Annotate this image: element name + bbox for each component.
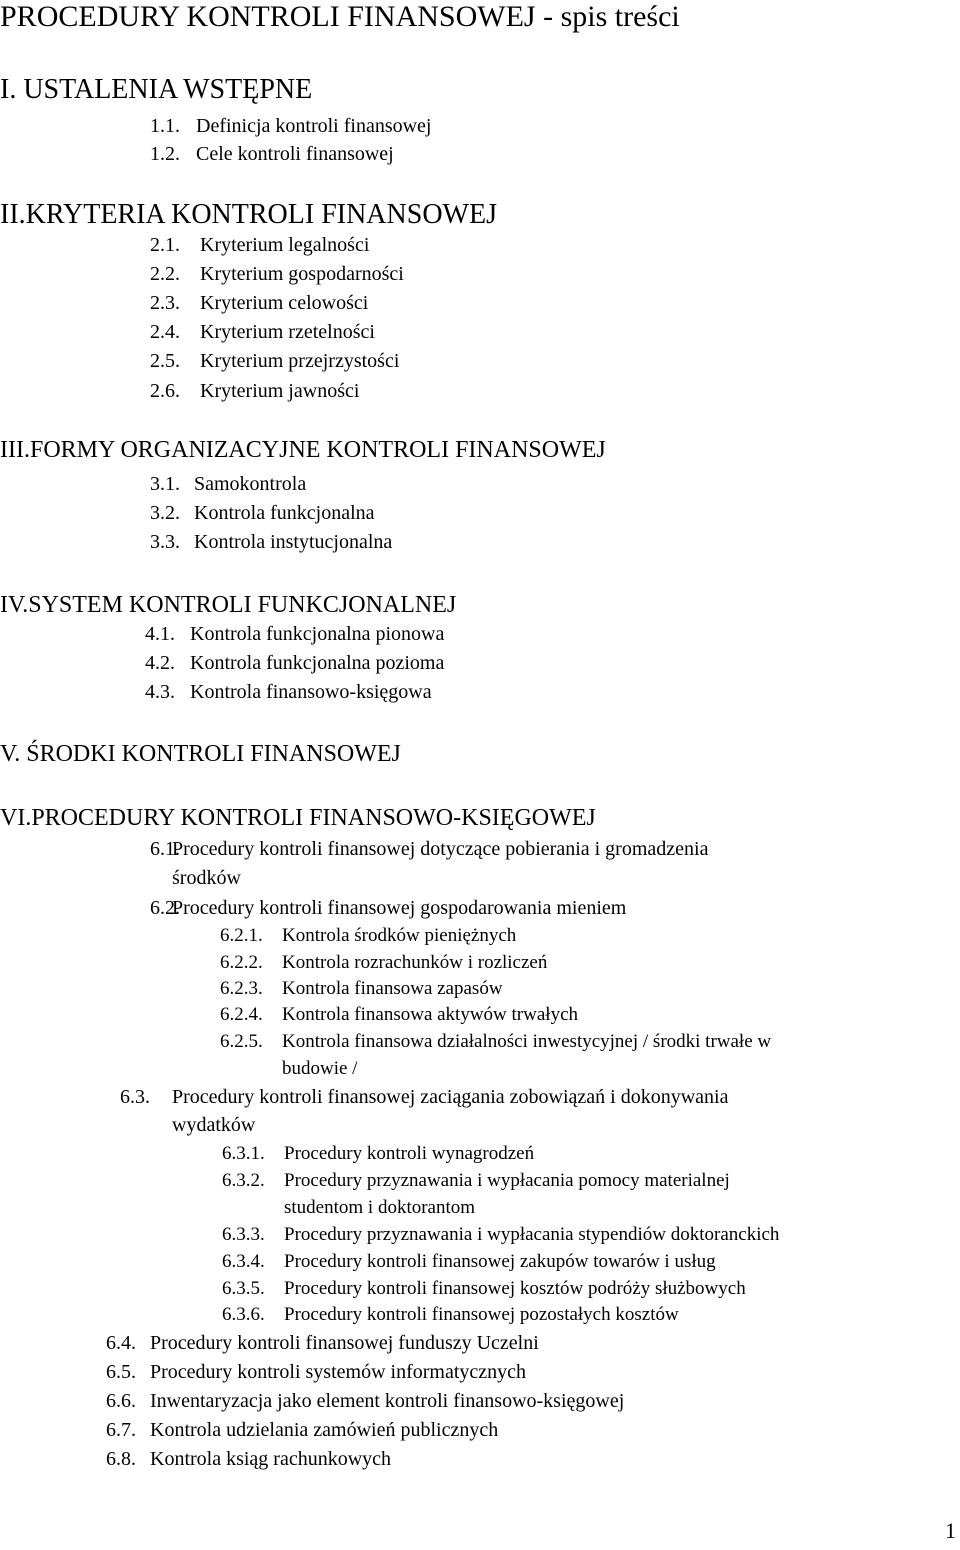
- item-number: 3.2.: [150, 502, 180, 524]
- toc-item: [220, 1030, 771, 1054]
- item-number: 4.1.: [145, 623, 175, 645]
- toc-item: [222, 1303, 679, 1327]
- toc-item: [150, 837, 708, 861]
- item-text-continuation: studentom i doktorantom: [284, 1197, 476, 1218]
- toc-item: [150, 349, 399, 373]
- item-text: Kontrola funkcjonalna pozioma: [190, 652, 445, 674]
- page-number: 1: [945, 1518, 956, 1543]
- item-text: Procedury kontroli finansowej pozostałych kosztów: [284, 1304, 679, 1325]
- section-heading-5: V. ŚRODKI KONTROLI FINANSOWEJ: [0, 741, 401, 767]
- toc-item: [220, 951, 547, 975]
- item-number: 6.2.4.: [220, 1004, 263, 1025]
- item-number: 6.2.: [150, 897, 180, 919]
- item-number: 3.1.: [150, 473, 180, 495]
- toc-item: [150, 896, 626, 920]
- item-number: 1.2.: [150, 143, 180, 165]
- item-text: Procedury kontroli finansowej zakupów towarów i usług: [284, 1251, 716, 1272]
- item-text-continuation: wydatków: [172, 1114, 256, 1136]
- toc-item: [106, 1360, 526, 1384]
- toc-item: [150, 114, 432, 138]
- item-text: Kryterium przejrzystości: [200, 350, 400, 372]
- toc-item: [150, 233, 369, 257]
- toc-item: [150, 472, 306, 496]
- item-number: 4.2.: [145, 652, 175, 674]
- item-number: 6.2.1.: [220, 925, 263, 946]
- toc-item: [150, 530, 392, 554]
- item-text: Procedury kontroli finansowej dotyczące pobierania i gromadzenia: [172, 838, 709, 860]
- item-number: 6.8.: [106, 1448, 136, 1470]
- item-number: 6.7.: [106, 1419, 136, 1441]
- toc-item: [220, 924, 516, 948]
- toc-item: [120, 1085, 728, 1109]
- item-text: Procedury kontroli systemów informatycznych: [150, 1361, 527, 1383]
- section-heading-6: VI.PROCEDURY KONTROLI FINANSOWO-KSIĘGOWEJ: [0, 805, 596, 831]
- item-text: Kryterium gospodarności: [200, 263, 404, 285]
- item-text: Procedury kontroli finansowej kosztów podróży służbowych: [284, 1278, 746, 1299]
- toc-item: [222, 1142, 534, 1166]
- item-number: 2.4.: [150, 321, 180, 343]
- section-heading-3: III.FORMY ORGANIZACYJNE KONTROLI FINANSOWEJ: [0, 437, 606, 463]
- item-text: Procedury przyznawania i wypłacania pomocy materialnej: [284, 1170, 730, 1191]
- item-text: Procedury kontroli finansowej zaciągania zobowiązań i dokonywania: [172, 1086, 729, 1108]
- toc-item: [145, 680, 432, 704]
- item-text: Definicja kontroli finansowej: [196, 115, 432, 137]
- item-text: Kontrola finansowa zapasów: [282, 978, 503, 999]
- toc-item: [150, 379, 359, 403]
- toc-item: [220, 1003, 578, 1027]
- item-number: 6.2.5.: [220, 1031, 263, 1052]
- toc-item: [220, 977, 503, 1001]
- toc-item: [150, 320, 375, 344]
- item-number: 6.3.5.: [222, 1278, 265, 1299]
- item-text: Procedury kontroli finansowej funduszy Uczelni: [150, 1332, 539, 1354]
- toc-item: [106, 1447, 391, 1471]
- toc-item: [145, 651, 444, 675]
- item-text-continuation: budowie /: [282, 1058, 358, 1079]
- item-number: 3.3.: [150, 531, 180, 553]
- toc-item: [222, 1223, 779, 1247]
- item-text: Kryterium legalności: [200, 234, 370, 256]
- item-text: Kontrola udzielania zamówień publicznych: [150, 1419, 499, 1441]
- item-text: Kryterium rzetelności: [200, 321, 375, 343]
- page-title: PROCEDURY KONTROLI FINANSOWEJ - spis treści: [0, 0, 680, 33]
- toc-item: [222, 1169, 730, 1193]
- item-number: 6.5.: [106, 1361, 136, 1383]
- item-number: 6.3.1.: [222, 1143, 265, 1164]
- item-number: 6.4.: [106, 1332, 136, 1354]
- item-text: Cele kontroli finansowej: [196, 143, 394, 165]
- section-heading-4: IV.SYSTEM KONTROLI FUNKCJONALNEJ: [0, 592, 457, 618]
- section-heading-1: I. USTALENIA WSTĘPNE: [0, 74, 313, 105]
- toc-item: [106, 1331, 539, 1355]
- item-number: 6.3.2.: [222, 1170, 265, 1191]
- item-number: 2.5.: [150, 350, 180, 372]
- item-number: 6.1.: [150, 838, 180, 860]
- toc-item: [106, 1418, 498, 1442]
- toc-item: [150, 501, 375, 525]
- item-text: Inwentaryzacja jako element kontroli finansowo-księgowej: [150, 1390, 625, 1412]
- item-number: 6.3.6.: [222, 1304, 265, 1325]
- item-text: Samokontrola: [194, 473, 307, 495]
- section-heading-2: II.KRYTERIA KONTROLI FINANSOWEJ: [0, 199, 497, 230]
- item-text: Kontrola funkcjonalna: [194, 502, 375, 524]
- item-text-continuation: środków: [172, 867, 241, 889]
- item-number: 1.1.: [150, 115, 180, 137]
- toc-item: [222, 1250, 716, 1274]
- item-text: Procedury przyznawania i wypłacania stypendiów doktoranckich: [284, 1224, 780, 1245]
- toc-item: [222, 1277, 746, 1301]
- item-number: 2.6.: [150, 380, 180, 402]
- item-text: Kontrola ksiąg rachunkowych: [150, 1448, 392, 1470]
- item-number: 6.6.: [106, 1390, 136, 1412]
- item-text: Kontrola finansowa działalności inwestycyjnej / środki trwałe w: [282, 1031, 772, 1052]
- item-text: Kryterium celowości: [200, 292, 369, 314]
- item-text: Kontrola finansowa aktywów trwałych: [282, 1004, 579, 1025]
- item-number: 2.1.: [150, 234, 180, 256]
- item-number: 6.3.4.: [222, 1251, 265, 1272]
- item-text: Kontrola finansowo-księgowa: [190, 681, 432, 703]
- item-text: Kontrola środków pieniężnych: [282, 925, 517, 946]
- toc-item: [150, 291, 368, 315]
- item-text: Kryterium jawności: [200, 380, 360, 402]
- item-number: 4.3.: [145, 681, 175, 703]
- item-number: 6.2.2.: [220, 952, 263, 973]
- item-number: 2.3.: [150, 292, 180, 314]
- toc-item: [106, 1389, 624, 1413]
- item-number: 6.3.: [120, 1086, 150, 1108]
- item-text: Kontrola rozrachunków i rozliczeń: [282, 952, 548, 973]
- item-text: Kontrola funkcjonalna pionowa: [190, 623, 445, 645]
- toc-item: [150, 262, 404, 286]
- item-text: Procedury kontroli finansowej gospodarowania mieniem: [172, 897, 627, 919]
- toc-item: [150, 142, 394, 166]
- item-number: 6.3.3.: [222, 1224, 265, 1245]
- item-text: Procedury kontroli wynagrodzeń: [284, 1143, 535, 1164]
- item-number: 6.2.3.: [220, 978, 263, 999]
- item-text: Kontrola instytucjonalna: [194, 531, 393, 553]
- toc-item: [145, 622, 444, 646]
- item-number: 2.2.: [150, 263, 180, 285]
